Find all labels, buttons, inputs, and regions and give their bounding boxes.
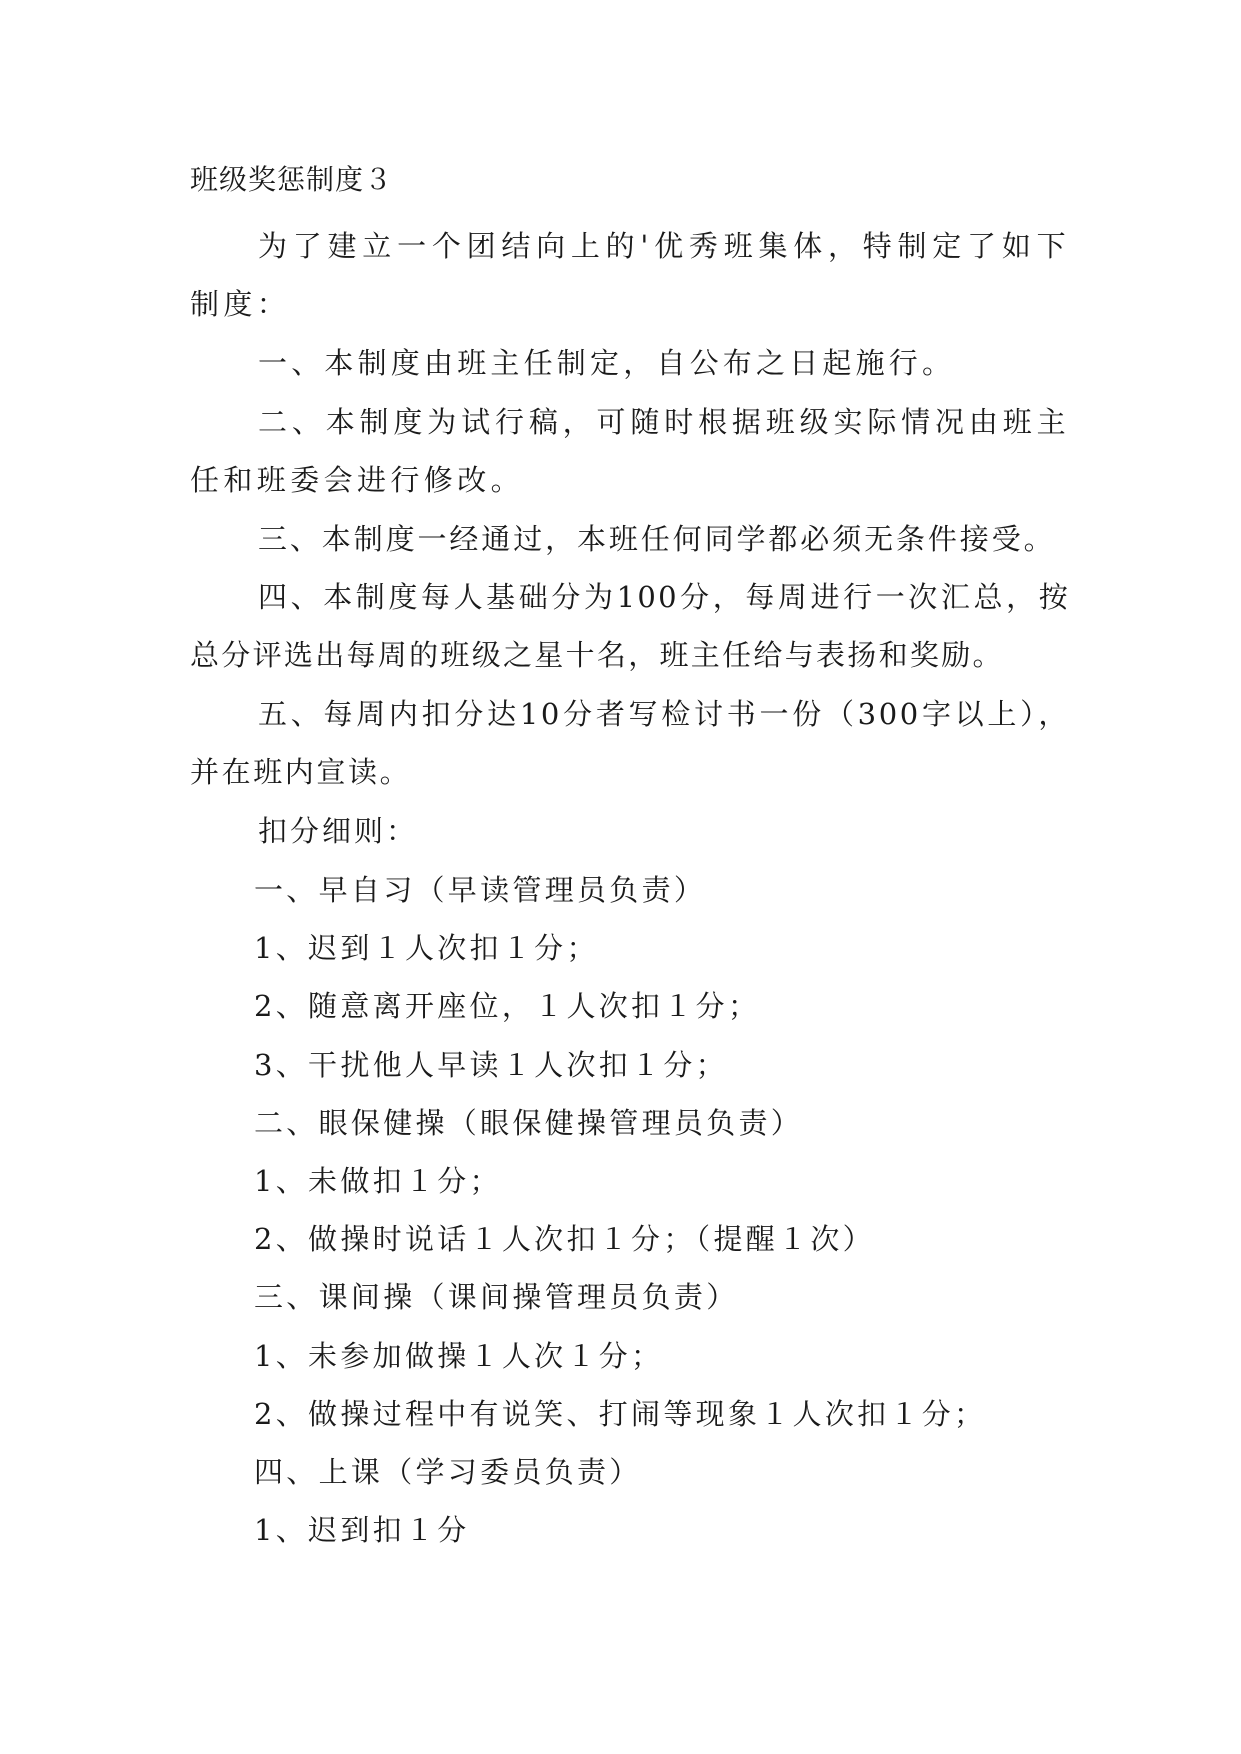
details-heading: 扣分细则：	[258, 814, 419, 848]
document-title: 班级奖惩制度３	[190, 163, 394, 196]
intro-paragraph: 为了建立一个团结向上的'优秀班集体，特制定了如下制度：	[190, 229, 1070, 321]
details-section-heading: 三、课间操（课间操管理员负责）	[254, 1280, 739, 1315]
rule-paragraph-4: 四、本制度每人基础分为100分，每周进行一次汇总，按总分评选出每周的班级之星十名，班主任给与表扬和奖励。	[190, 580, 1070, 672]
details-section-heading: 二、眼保健操（眼保健操管理员负责）	[254, 1105, 804, 1140]
details-item: 1、未做扣１分；	[254, 1163, 502, 1198]
details-item: 2、随意离开座位，１人次扣１分；	[254, 989, 761, 1024]
details-item: 1、未参加做操１人次１分；	[254, 1338, 664, 1373]
rule-paragraph-3: 三、本制度一经通过，本班任何同学都必须无条件接受。	[258, 522, 1056, 556]
rule-paragraph-5: 五、每周内扣分达10分者写检讨书一份（300字以上），并在班内宣读。	[190, 697, 1070, 789]
details-item: 3、干扰他人早读１人次扣１分；	[254, 1047, 728, 1082]
details-section-heading: 四、上课（学习委员负责）	[254, 1454, 642, 1489]
rule-paragraph-1: 一、本制度由班主任制定，自公布之日起施行。	[258, 346, 956, 380]
details-section-heading: 一、早自习（早读管理员负责）	[254, 873, 707, 907]
details-item: 1、迟到１人次扣１分；	[254, 931, 599, 966]
details-item: 1、迟到扣１分	[254, 1513, 470, 1548]
details-item: 2、做操时说话１人次扣１分；（提醒１次）	[254, 1222, 875, 1257]
deduction-details-list	[190, 861, 1070, 1559]
details-item: 2、做操过程中有说笑、打闹等现象１人次扣１分；	[254, 1396, 987, 1431]
rule-paragraph-2: 二、本制度为试行稿，可随时根据班级实际情况由班主任和班委会进行修改。	[190, 405, 1070, 497]
